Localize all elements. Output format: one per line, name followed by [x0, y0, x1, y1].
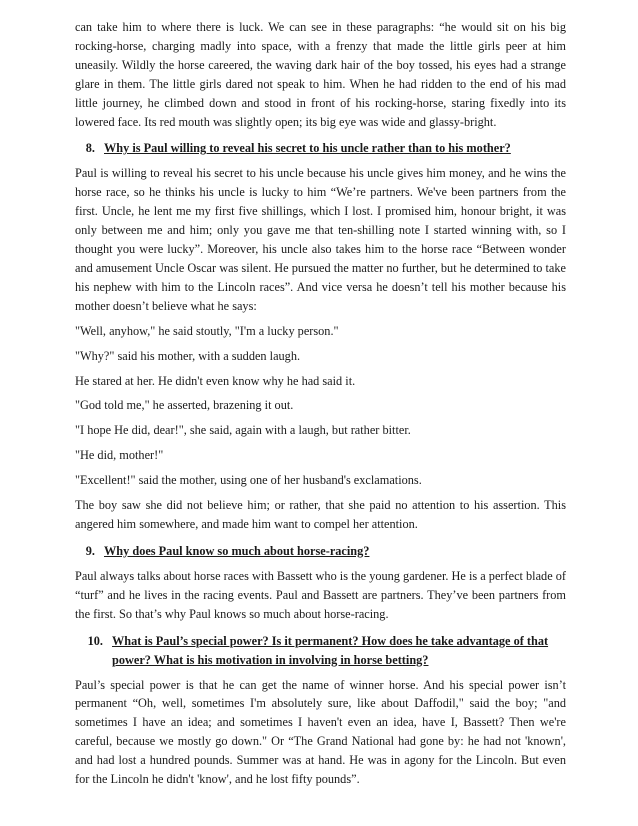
question-8-number: 8.	[85, 141, 95, 156]
question-10-number: 10.	[87, 633, 103, 648]
dialogue-line-2: "Why?" said his mother, with a sudden laugh.	[75, 348, 301, 363]
question-9-text: Why does Paul know so much about horse-racing?	[104, 543, 370, 558]
dialogue-line-5: "I hope He did, dear!", she said, again with a laugh, but rather bitter.	[75, 423, 411, 438]
dialogue-line-3: He stared at her. He didn't even know why he had said it.	[75, 373, 356, 388]
question-10	[75, 632, 566, 670]
paragraph-assertion: The boy saw she did not believe him; or rather, that she paid no attention to his assertion. This angered him somewhere, and made him want to compel her attention.	[75, 498, 566, 531]
paragraph-rocking-horse: can take him to where there is luck. We can see in these paragraphs: “he would sit on his big rocking-horse, charging madly into space, with a frenzy that made the little girls peer at him uneasily. Wildly the horse careered, the waving dark hair of the boy tossed, his eyes had a strange glare in them. The little girls dared not speak to him. When he had ridden to the end of his mad little journey, he climbed down and stood in front of his rocking-horse, staring fixedly into its lowered face. Its red mouth was slightly open; its big eye was wide and glassy-bright.	[75, 20, 566, 129]
question-10-text: What is Paul’s special power? Is it permanent? How does he take advantage of that power? What is his motivation in involving in horse betting?	[112, 633, 549, 667]
dialogue-line-6: "He did, mother!"	[75, 448, 164, 463]
question-9-number: 9.	[85, 543, 95, 558]
question-8	[75, 139, 566, 158]
question-9	[75, 542, 566, 561]
dialogue-line-7: "Excellent!" said the mother, using one of her husband's exclamations.	[75, 473, 422, 488]
answer-8: Paul is willing to reveal his secret to his uncle because his uncle gives him money, and he wins the horse race, so he thinks his uncle is lucky to him “We’re partners. We've been partners from the first. Uncle, he lent me my first five shillings, which I lost. I promised him, honour bright, it was only between me and him; only you gave me that ten-shilling note I started winning with, so I thought you were lucky”. Moreover, his uncle also takes him to the horse race “Between wonder and amusement Uncle Oscar was silent. He pursued the matter no further, but he determined to take his nephew with him to the Lincoln races”. And vice versa he doesn’t tell his mother because his mother doesn’t believe what he says:	[75, 166, 566, 313]
dialogue-line-4: "God told me," he asserted, brazening it out.	[75, 398, 294, 413]
question-8-text: Why is Paul willing to reveal his secret to his uncle rather than to his mother?	[104, 141, 511, 156]
dialogue-line-1: "Well, anyhow," he said stoutly, "I'm a lucky person."	[75, 323, 339, 338]
answer-10: Paul’s special power is that he can get the name of winner horse. And his special power isn’t permanent “Oh, well, sometimes I'm absolutely sure, like about Daffodil," said the boy; "and sometimes I have an idea; and sometimes I haven't even an idea, have I, Bassett? Then we're careful, because we mostly go down." Or “The Grand National had gone by: he had not 'known', and had lost a hundred pounds. Summer was at hand. He was in agony for the Lincoln. But even for the Lincoln he didn't 'know', and he lost fifty pounds”.	[75, 677, 566, 787]
answer-9: Paul always talks about horse races with Bassett who is the young gardener. He is a perfect blade of “turf” and he lives in the racing events. Paul and Bassett are partners. They’ve been partners from the first. So that’s why Paul knows so much about horse-racing.	[75, 568, 566, 621]
